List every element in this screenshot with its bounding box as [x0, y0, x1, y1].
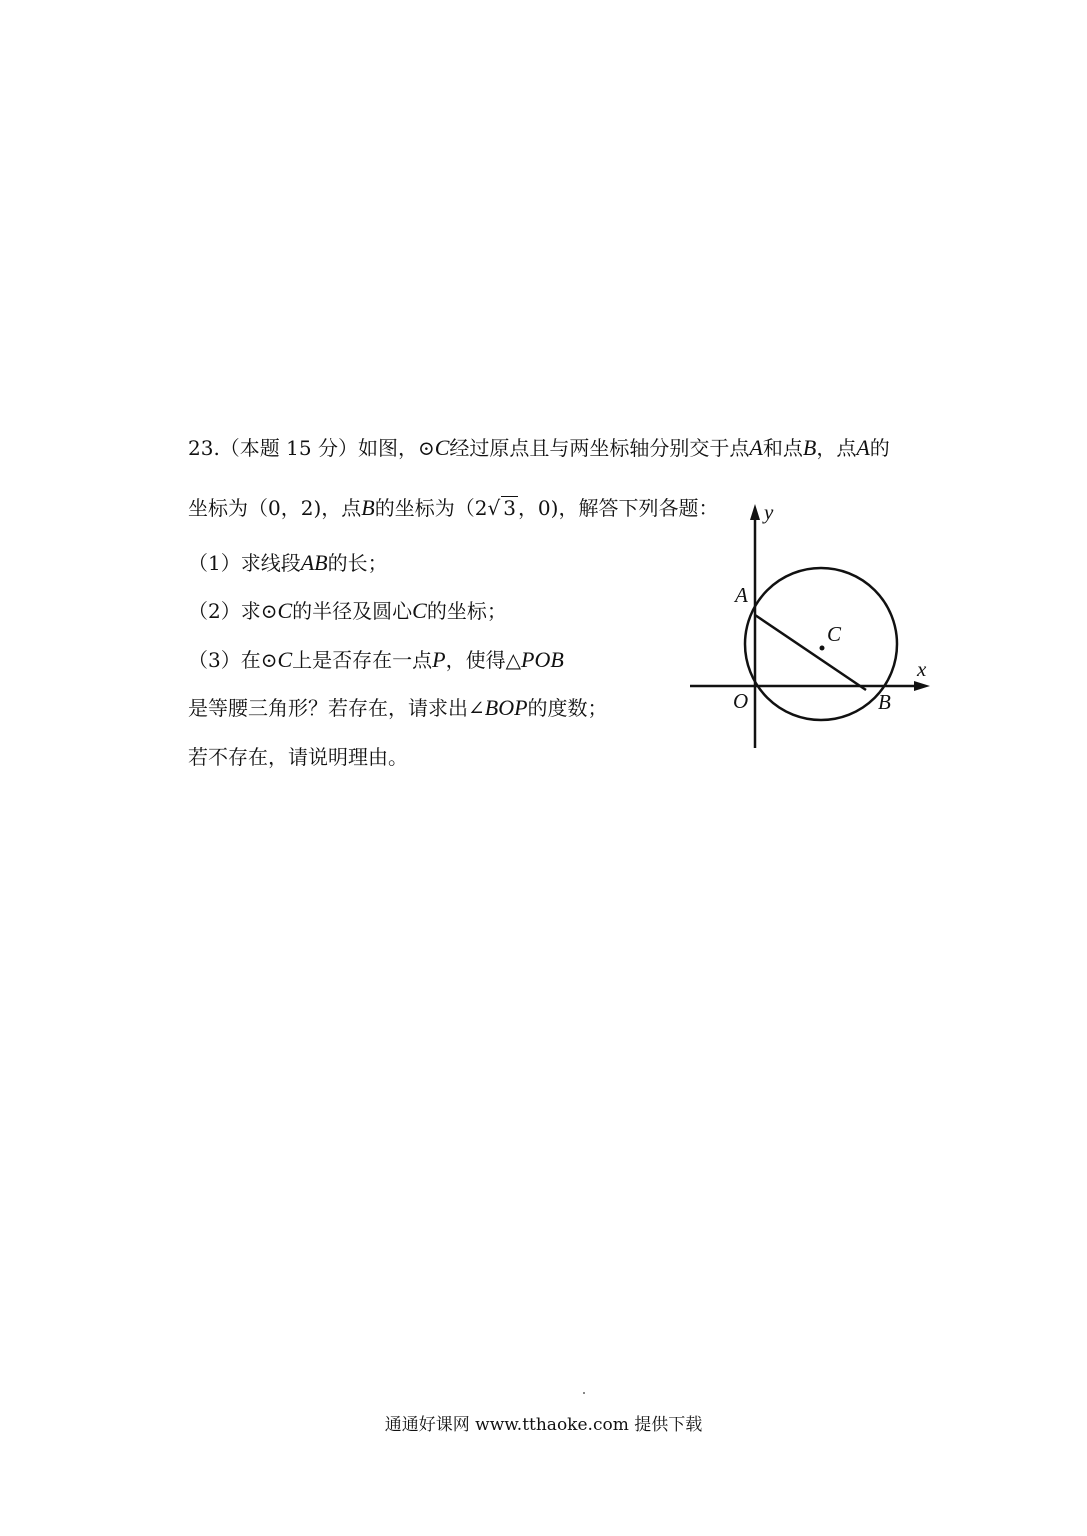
text-segment: 23.（本题 15 分）如图，⊙ — [188, 436, 435, 460]
var-AB: AB — [300, 550, 328, 575]
problem-line-1 — [188, 434, 890, 462]
problem-line-2 — [188, 494, 718, 522]
text-segment: 的 — [869, 436, 890, 460]
x-axis-arrow — [914, 681, 930, 691]
text-segment: ，0)，解答下列各题： — [517, 496, 719, 520]
text-segment: 的度数； — [527, 696, 608, 720]
var-C: C — [277, 598, 293, 623]
label-O: O — [733, 689, 749, 713]
text-segment: 若不存在，请说明理由。 — [188, 745, 408, 769]
var-POB: POB — [521, 647, 564, 672]
var-B: B — [361, 495, 375, 520]
label-C: C — [827, 622, 842, 646]
label-y: y — [764, 500, 774, 524]
var-B: B — [802, 435, 817, 460]
var-C: C — [277, 647, 293, 672]
question-3-line-2 — [188, 694, 608, 722]
circle-C — [745, 568, 897, 720]
text-segment: 的坐标为（2 — [374, 496, 488, 520]
text-segment: （1）求线段 — [188, 551, 301, 575]
var-A: A — [749, 435, 763, 460]
geometry-figure — [682, 500, 942, 752]
sqrt-symbol: √ — [487, 496, 501, 520]
text-segment: （3）在⊙ — [188, 648, 278, 672]
var-BOP: BOP — [484, 695, 528, 720]
text-segment: 经过原点且与两坐标轴分别交于点 — [449, 436, 750, 460]
text-segment: 的坐标； — [426, 599, 507, 623]
label-A: A — [735, 583, 748, 607]
y-axis-arrow — [750, 504, 760, 520]
text-segment: 上是否存在一点 — [292, 648, 433, 672]
scan-dot — [583, 1392, 585, 1394]
text-segment: （2）求⊙ — [188, 599, 278, 623]
label-B: B — [878, 690, 891, 714]
segment-AB — [755, 615, 866, 690]
var-C: C — [434, 435, 450, 460]
text-segment: 的半径及圆心 — [292, 599, 413, 623]
var-C: C — [412, 598, 427, 623]
footer-text: 通通好课网 www.tthaoke.com 提供下载 — [384, 1415, 703, 1435]
question-3-line-3 — [188, 743, 408, 771]
text-segment: 是等腰三角形？若存在，请求出∠ — [188, 696, 485, 720]
sqrt-radicand: 3 — [503, 496, 516, 520]
text-segment: ，使得△ — [445, 648, 522, 672]
text-segment: 的长； — [327, 551, 388, 575]
text-segment: ，点 — [816, 436, 857, 460]
label-x: x — [917, 657, 927, 681]
question-1 — [188, 549, 388, 577]
var-P: P — [432, 647, 446, 672]
text-segment: 坐标为（0，2)，点 — [188, 496, 362, 520]
var-A: A — [856, 435, 870, 460]
text-segment: 和点 — [762, 436, 803, 460]
center-point-C — [820, 646, 825, 651]
question-3-line-1 — [188, 646, 564, 674]
question-2 — [188, 597, 507, 625]
